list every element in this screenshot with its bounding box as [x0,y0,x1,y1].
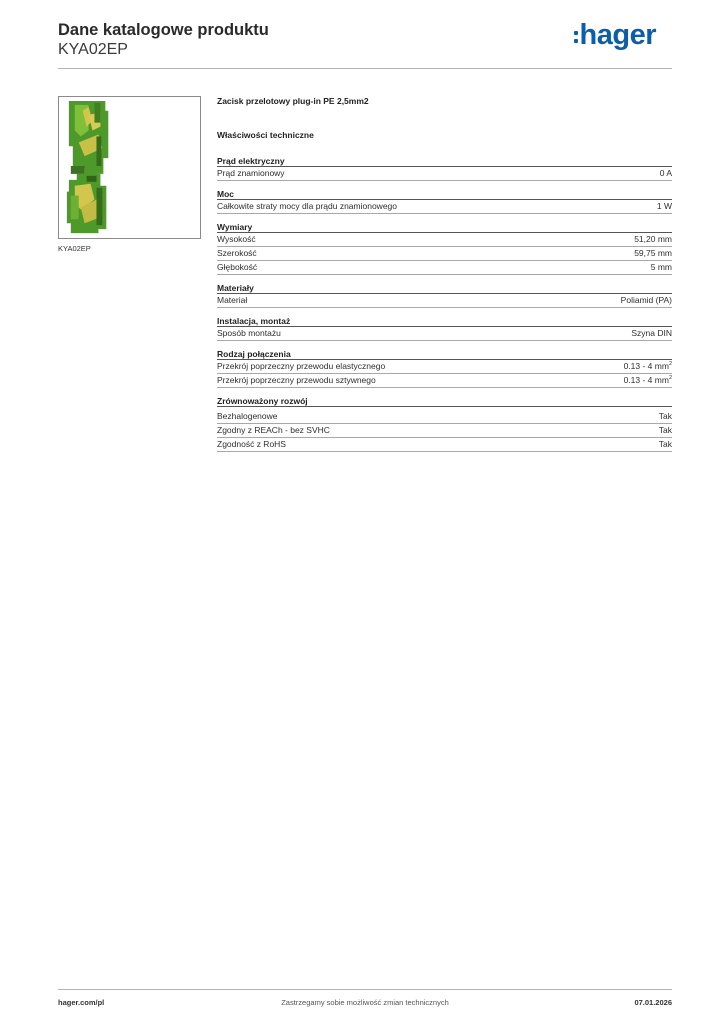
spec-value [634,233,672,246]
unit-superscript: 2 [668,375,672,381]
document-title: Dane katalogowe produktu [58,21,269,39]
specification-panel [217,96,672,460]
image-caption: KYA02EP [58,244,91,253]
spec-value-text: Tak [658,411,672,421]
spec-group [217,349,672,388]
spec-row [217,438,672,452]
spec-label: Sposób montażu [217,328,281,338]
spec-label: Prąd znamionowy [217,168,285,178]
document-date: 07.01.2026 [634,998,672,1007]
spec-value [624,374,672,387]
spec-value-text: 59,75 mm [634,248,672,258]
spec-value-text: Tak [658,425,672,435]
spec-label: Głębokość [217,262,258,272]
spec-value [659,410,672,423]
spec-label: Przekrój poprzeczny przewodu elastycznego [217,361,386,371]
spec-row [217,327,672,341]
spec-group-title: Rodzaj połączenia [217,349,672,360]
spec-group-title: Moc [217,189,672,200]
spec-group [217,316,672,341]
spec-value [634,247,672,260]
logo-dots-icon [574,31,578,43]
spec-value-text: 51,20 mm [634,234,672,244]
page-footer [58,998,672,1010]
spec-row [217,424,672,438]
spec-value-text: 0.13 - 4 mm [623,375,669,385]
terminal-block-image [58,96,201,239]
spec-value-text: Poliamid (PA) [620,295,672,305]
spec-row [217,374,672,388]
website-link[interactable]: hager.com/pl [58,998,105,1007]
spec-group-title: Prąd elektryczny [217,156,672,167]
spec-value-text: Tak [658,439,672,449]
spec-value [659,424,672,437]
spec-value [660,167,672,180]
spec-groups [217,156,672,452]
spec-row [217,167,672,181]
spec-label: Wysokość [217,234,256,244]
spec-row [217,200,672,214]
spec-row [217,247,672,261]
spec-label: Materiał [217,295,248,305]
spec-group [217,156,672,181]
spec-row [217,360,672,374]
header-divider [58,68,672,69]
spec-value-text: 0.13 - 4 mm [623,361,669,371]
spec-value-text: 0 A [659,168,672,178]
spec-group [217,283,672,308]
spec-group [217,222,672,275]
logo-text: hager [579,19,656,51]
spec-label: Zgodność z RoHS [217,439,286,449]
section-title: Właściwości techniczne [217,130,314,140]
spec-value [651,261,672,274]
spec-label: Zgodny z REACh - bez SVHC [217,425,330,435]
spec-row [217,261,672,275]
spec-label: Szerokość [217,248,257,258]
spec-value [631,327,672,340]
unit-superscript: 2 [668,361,672,367]
page-header [58,20,672,70]
hager-logo [574,20,656,50]
spec-group-title: Wymiary [217,222,672,233]
spec-group-title: Materiały [217,283,672,294]
spec-group [217,396,672,452]
spec-label: Bezhalogenowe [217,411,278,421]
spec-value [657,200,672,213]
spec-value-text: 5 mm [650,262,672,272]
product-code: KYA02EP [58,41,128,58]
product-description: Zacisk przelotowy plug-in PE 2,5mm2 [217,96,369,106]
spec-value [621,294,672,307]
spec-row [217,233,672,247]
spec-row [217,410,672,424]
spec-label: Przekrój poprzeczny przewodu sztywnego [217,375,376,385]
spec-group-title: Zrównoważony rozwój [217,396,672,407]
spec-value [624,360,672,373]
legal-notice: Zastrzegamy sobie możliwość zmian technicznych [281,998,449,1007]
spec-group [217,189,672,214]
spec-value [659,438,672,451]
spec-value-text: 1 W [656,201,672,211]
spec-group-title: Instalacja, montaż [217,316,672,327]
spec-row [217,294,672,308]
spec-value-text: Szyna DIN [631,328,672,338]
spec-label: Całkowite straty mocy dla prądu znamionowego [217,201,398,211]
footer-divider [58,989,672,990]
